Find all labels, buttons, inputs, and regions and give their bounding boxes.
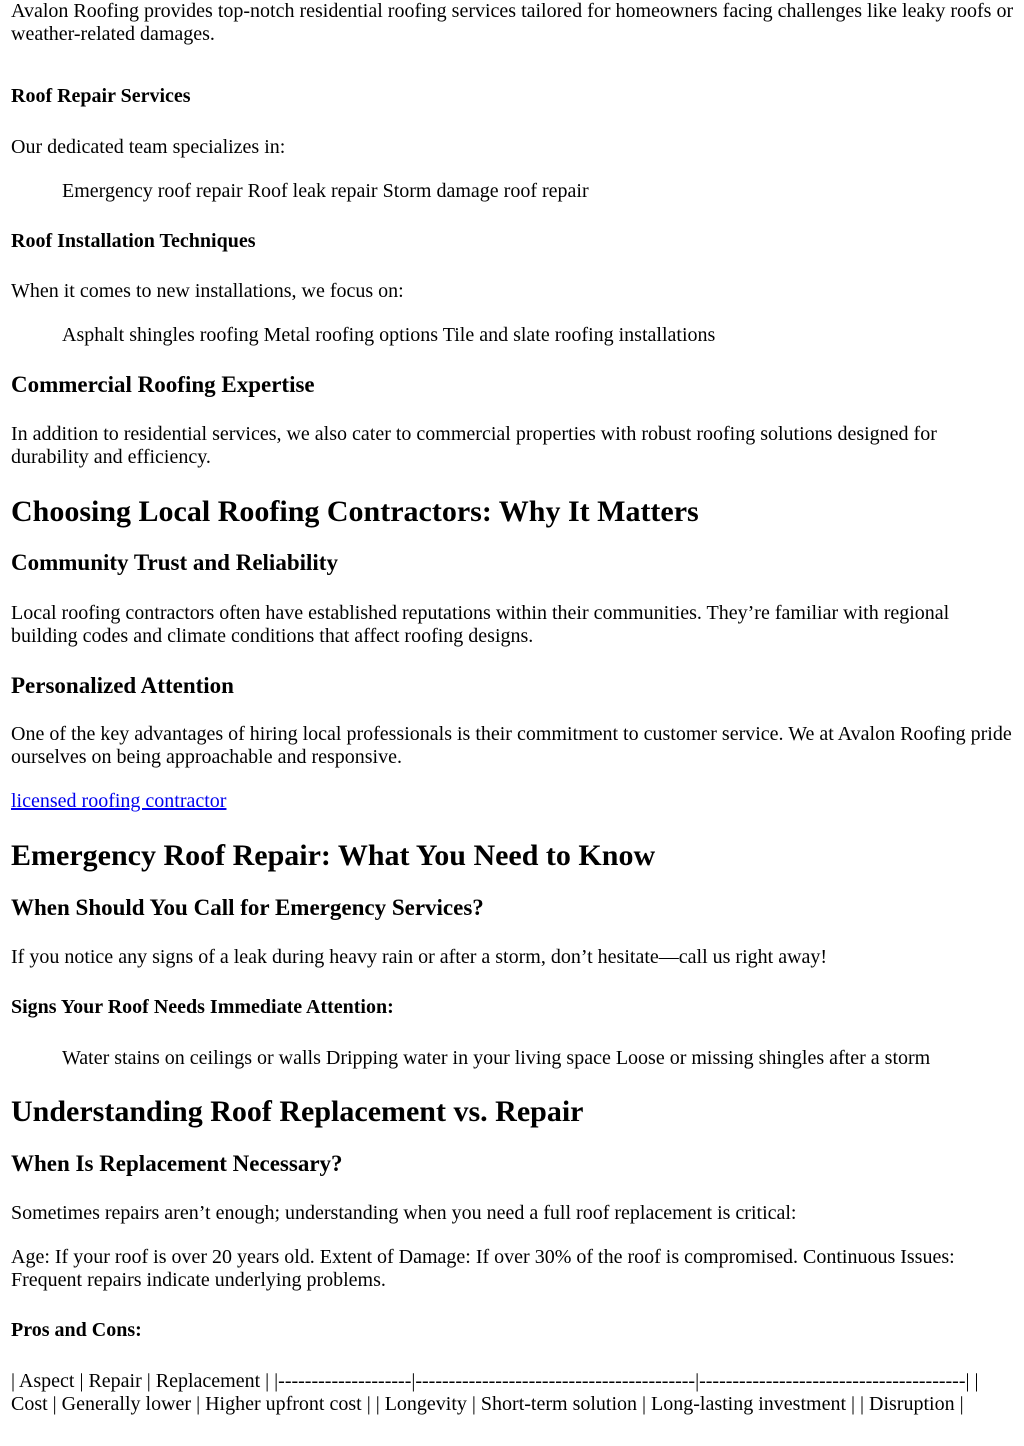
community-trust-heading: Community Trust and Reliability (11, 550, 338, 575)
roof-repair-list: Emergency roof repair Roof leak repair Storm damage roof repair (62, 180, 589, 202)
commercial-heading: Commercial Roofing Expertise (11, 372, 315, 397)
emergency-when-heading: When Should You Call for Emergency Services? (11, 895, 484, 920)
roof-installation-intro: When it comes to new installations, we focus on: (11, 280, 404, 302)
licensed-roofing-contractor-link[interactable]: licensed roofing contractor (11, 790, 227, 812)
emergency-when-body: If you notice any signs of a leak during heavy rain or after a storm, don’t hesitate—call us right away! (11, 946, 828, 968)
replacement-criteria: Age: If your roof is over 20 years old. Extent of Damage: If over 30% of the roof is compromised. Continuous Issues: Frequent repairs indicate underlying problems. (11, 1246, 955, 1291)
personalized-attention-heading: Personalized Attention (11, 673, 234, 698)
roof-repair-intro: Our dedicated team specializes in: (11, 136, 286, 158)
replacement-when-heading: When Is Replacement Necessary? (11, 1151, 343, 1176)
community-trust-body: Local roofing contractors often have established reputations within their communities. They’re familiar with regional building codes and climate conditions that affect roofing designs. (11, 602, 950, 647)
pros-cons-table-text: | Aspect | Repair | Replacement | |--------------------|------------------------------------------|----------------------------------------| | Cost | Generally lower | Higher upfront cost | | Longevity | Short-term solution | Long-lasting investment | | Disruption | (11, 1370, 979, 1415)
commercial-body: In addition to residential services, we also cater to commercial properties with robust roofing solutions designed for durability and efficiency. (11, 423, 937, 468)
replacement-heading: Understanding Roof Replacement vs. Repair (11, 1095, 584, 1128)
roof-installation-list: Asphalt shingles roofing Metal roofing options Tile and slate roofing installations (62, 324, 716, 346)
local-contractors-heading: Choosing Local Roofing Contractors: Why It Matters (11, 495, 699, 528)
emergency-signs-heading: Signs Your Roof Needs Immediate Attention: (11, 996, 394, 1018)
roof-repair-heading: Roof Repair Services (11, 85, 191, 107)
personalized-attention-body: One of the key advantages of hiring local professionals is their commitment to customer service. We at Avalon Roofing pride ourselves on being approachable and responsive. (11, 723, 1012, 768)
replacement-when-body: Sometimes repairs aren’t enough; understanding when you need a full roof replacement is critical: (11, 1202, 797, 1224)
roof-installation-heading: Roof Installation Techniques (11, 230, 256, 252)
intro-paragraph: Avalon Roofing provides top-notch residential roofing services tailored for homeowners facing challenges like leaky roofs or weather-related damages. (11, 0, 1014, 45)
emergency-signs-list: Water stains on ceilings or walls Dripping water in your living space Loose or missing shingles after a storm (62, 1047, 931, 1069)
pros-cons-heading: Pros and Cons: (11, 1319, 142, 1341)
emergency-heading: Emergency Roof Repair: What You Need to Know (11, 839, 656, 872)
